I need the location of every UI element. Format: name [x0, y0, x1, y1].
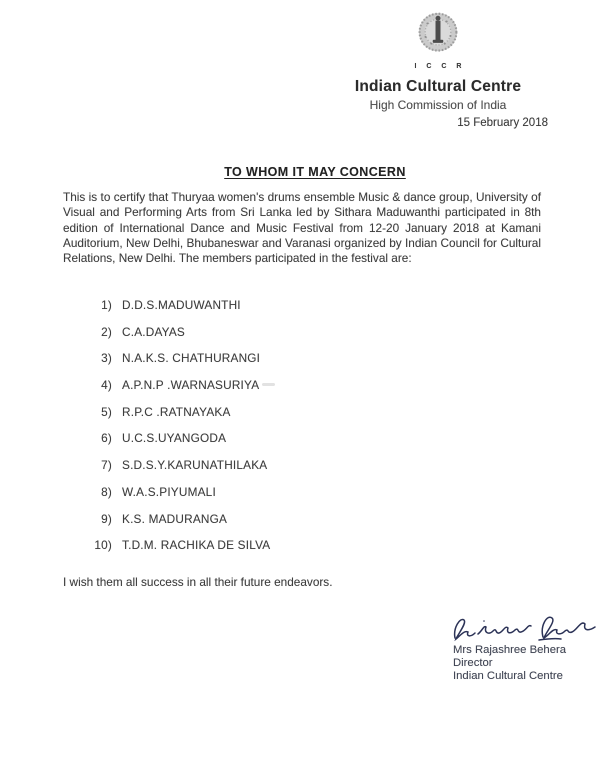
member-number: 7) [101, 458, 112, 473]
signature-block [453, 612, 600, 683]
signatory-org: Indian Cultural Centre [453, 670, 563, 682]
member-number: 9) [101, 511, 112, 526]
member-number: 4) [101, 378, 112, 393]
member-row [88, 431, 448, 458]
member-row [88, 351, 448, 378]
member-number: 6) [101, 431, 112, 446]
member-name: R.P.C .RATNAYAKA [122, 404, 231, 419]
member-row [88, 538, 448, 565]
member-row [88, 458, 448, 485]
signatory-name: Mrs Rajashree Behera [453, 644, 567, 656]
member-name: U.C.S.UYANGODA [122, 431, 227, 446]
letter-title: TO WHOM IT MAY CONCERN [224, 165, 406, 179]
member-row [88, 298, 448, 325]
member-name: A.P.N.P .WARNASURIYA [122, 378, 260, 393]
member-number: 3) [101, 351, 112, 366]
letterhead [340, 10, 536, 112]
closing-line: I wish them all success in all their future endeavors. [63, 575, 333, 589]
member-row [88, 512, 448, 539]
member-number: 8) [101, 484, 112, 499]
member-number: 2) [101, 324, 112, 339]
member-name: K.S. MADURANGA [122, 511, 228, 526]
member-number: 1) [101, 298, 112, 312]
member-row [88, 485, 448, 512]
member-number: 5) [101, 404, 112, 419]
handwritten-signature-icon [451, 612, 599, 655]
member-row [88, 325, 448, 352]
org-name: Indian Cultural Centre [354, 78, 522, 95]
letter-body: This is to certify that Thuryaa women's drums ensemble Music & dance group, University of Visual and Performing Arts from Sri Lanka led by Sithara Maduwanthi participated in 8th edition of International Dance and Music Festival from 12-20 January 2018 at Kamani Auditorium, New Delhi, Bhubaneswar and Varanasi organized by Indian Council for Cultural Relations, New Delhi. The members participated in the festival are: [63, 190, 541, 266]
member-name: S.D.S.Y.KARUNATHILAKA [122, 458, 268, 473]
member-name: T.D.M. RACHIKA DE SILVA [122, 538, 271, 553]
scan-artifact [262, 383, 275, 386]
member-row [88, 405, 448, 432]
member-name: N.A.K.S. CHATHURANGI [122, 351, 261, 366]
member-name: W.A.S.PIYUMALI [122, 484, 216, 499]
org-subtitle: High Commission of India [369, 98, 507, 112]
signatory-role: Director [453, 657, 493, 669]
member-name: D.D.S.MADUWANTHI [122, 298, 241, 312]
member-number: 10) [94, 538, 112, 553]
member-name: C.A.DAYAS [122, 324, 185, 339]
member-list [88, 298, 448, 565]
letter-date: 15 February 2018 [457, 117, 548, 129]
seal-caption: I C C R [414, 63, 466, 70]
iccr-seal-icon [415, 10, 461, 65]
